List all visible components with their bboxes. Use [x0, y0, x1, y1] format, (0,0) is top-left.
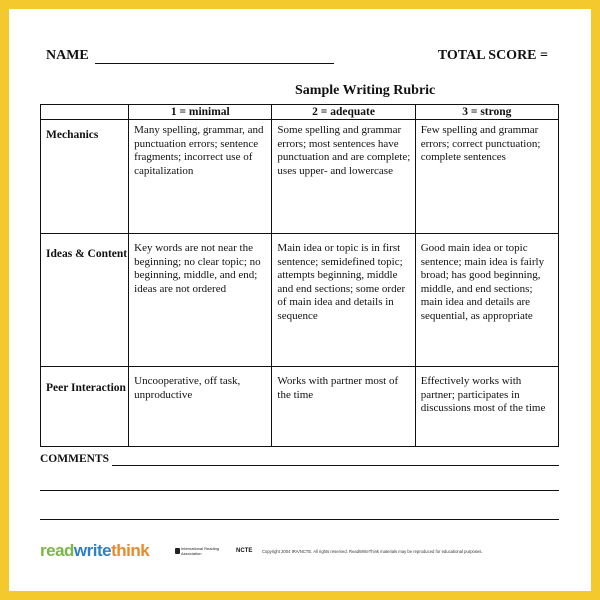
rubric-row-ideas-content	[41, 234, 559, 367]
logo-read: read	[40, 541, 74, 560]
rubric-header-row	[41, 105, 559, 120]
category-peer-interaction: Peer Interaction	[41, 367, 129, 447]
column-header-strong: 3 = strong	[415, 105, 558, 120]
peer-adequate-cell: Works with partner most of the time	[272, 367, 415, 447]
total-score-label: TOTAL SCORE =	[437, 48, 548, 63]
ideas-strong-cell: Good main idea or topic sentence; main idea is fairly broad; has good beginning, middle, and end sections; main idea and details are sequential, as appropriate	[415, 234, 558, 367]
name-blank-line	[95, 63, 334, 64]
peer-strong-cell: Effectively works with partner; participates in discussions most of the time	[415, 367, 558, 447]
ncte-logo: NCTE	[236, 548, 253, 554]
category-mechanics: Mechanics	[41, 120, 129, 234]
peer-minimal-cell: Uncooperative, off task, unproductive	[129, 367, 272, 447]
readwritethink-logo	[40, 541, 149, 561]
ideas-minimal-cell: Key words are not near the beginning; no clear topic; no beginning, middle, and end; ideas are not ordered	[129, 234, 272, 367]
column-header-adequate: 2 = adequate	[272, 105, 415, 120]
comments-line	[112, 465, 559, 466]
ira-logo-text: International Reading Association	[181, 546, 220, 556]
ira-logo-icon	[175, 548, 180, 554]
comments-line	[40, 519, 559, 520]
logo-write: write	[73, 541, 112, 560]
category-ideas-content: Ideas & Content	[41, 234, 129, 367]
comments-section	[40, 453, 559, 523]
comments-line	[40, 490, 559, 491]
mechanics-adequate-cell: Some spelling and grammar errors; most sentences have punctuation and are complete; uses upper- and lowercase	[272, 120, 415, 234]
footer	[40, 541, 559, 561]
name-label: NAME	[46, 48, 89, 63]
comments-label: COMMENTS	[40, 453, 109, 465]
rubric-corner-cell	[41, 105, 129, 120]
rubric-row-peer-interaction	[41, 367, 559, 447]
mechanics-strong-cell: Few spelling and grammar errors; correct punctuation; complete sentences	[415, 120, 558, 234]
rubric-page	[9, 9, 591, 591]
column-header-minimal: 1 = minimal	[129, 105, 272, 120]
mechanics-minimal-cell: Many spelling, grammar, and punctuation errors; sentence fragments; incorrect use of capitalization	[129, 120, 272, 234]
document-title: Sample Writing Rubric	[295, 83, 436, 98]
header-row	[46, 48, 548, 68]
ideas-adequate-cell: Main idea or topic is in first sentence; semidefined topic; attempts beginning, middle and end sections; some order of main idea and details in sequence	[272, 234, 415, 367]
rubric-row-mechanics	[41, 120, 559, 234]
copyright-notice: Copyright 2004 IRA/NCTE. All rights reserved. ReadWriteThink materials may be reproduced for educational purposes.	[262, 549, 483, 554]
logo-think: think	[111, 541, 150, 560]
rubric-table	[40, 104, 559, 447]
